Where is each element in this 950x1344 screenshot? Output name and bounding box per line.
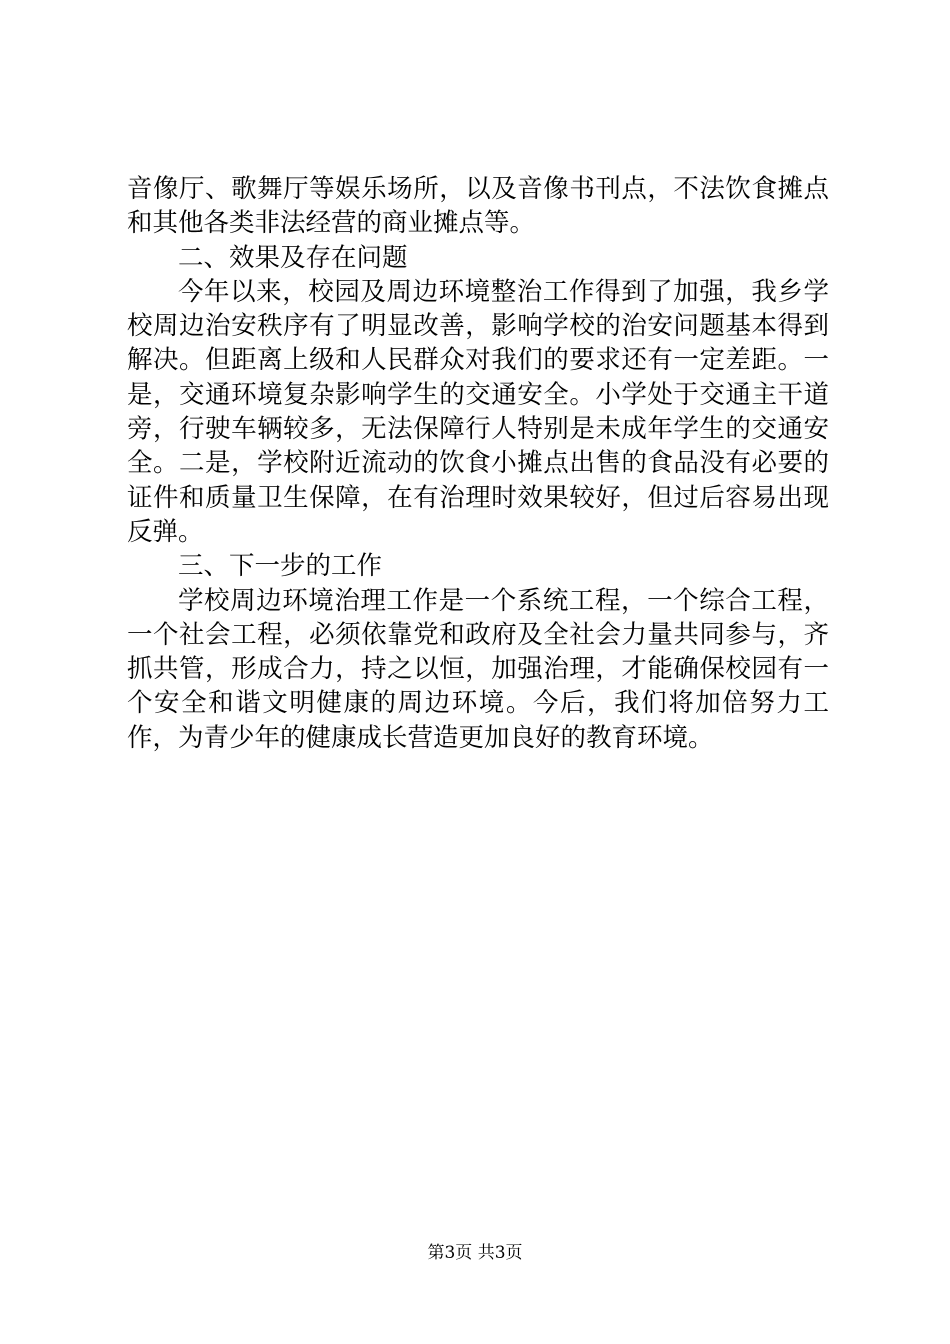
page-footer: 第3页 共3页 bbox=[427, 1243, 523, 1263]
document-body bbox=[127, 172, 829, 755]
section-heading-next-steps: 三、下一步的工作 bbox=[178, 551, 383, 582]
section-heading-effects: 二、效果及存在问题 bbox=[178, 242, 408, 273]
paragraph-effects: 今年以来，校园及周边环境整治工作得到了加强，我乡学校周边治安秩序有了明显改善，影响学校的治安问题基本得到解决。但距离上级和人民群众对我们的要求还有一定差距。一是，交通环境复杂影响学生的交通安全。小学处于交通主干道旁，行驶车辆较多，无法保障行人特别是未成年学生的交通安全。二是，学校附近流动的饮食小摊点出售的食品没有必要的证件和质量卫生保障，在有治理时效果较好，但过后容易出现反弹。 bbox=[127, 276, 829, 547]
paragraph-next-steps: 学校周边环境治理工作是一个系统工程，一个综合工程，一个社会工程，必须依靠党和政府及全社会力量共同参与，齐抓共管，形成合力，持之以恒，加强治理，才能确保校园有一个安全和谐文明健康的周边环境。今后，我们将加倍努力工作，为青少年的健康成长营造更加良好的教育环境。 bbox=[127, 585, 829, 753]
paragraph-continuation: 音像厅、歌舞厅等娱乐场所，以及音像书刊点，不法饮食摊点和其他各类非法经营的商业摊点等。 bbox=[127, 174, 829, 239]
